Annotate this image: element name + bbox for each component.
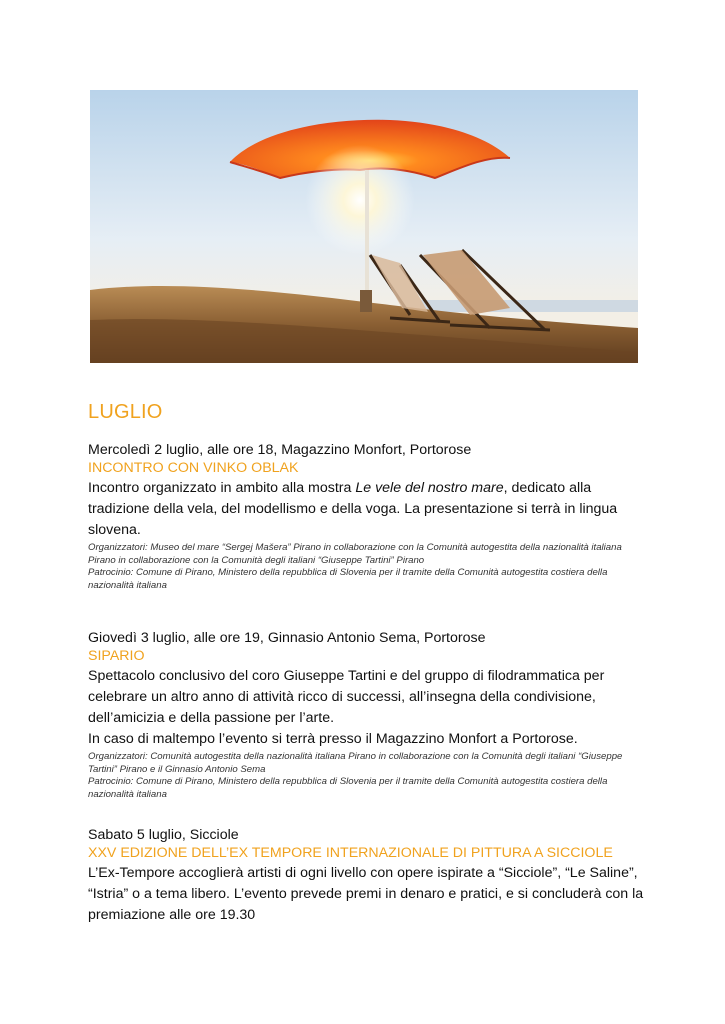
event-when: Giovedì 3 luglio, alle ore 19, Ginnasio Antonio Sema, Portorose [88,630,486,646]
event-patronage: Patrocinio: Comune di Pirano, Ministero della repubblica di Slovenia per il tramite della Comunità autogestita costiera della nazionalità italiana [88,567,608,591]
event-organizers: Organizzatori: Museo del mare “Sergej Mašera” Pirano in collaborazione con la Comunità autogestita della nazionalità italiana Pirano in collaborazione con la Comunità degli italiani “Giuseppe Tartini” Pirano [88,542,622,566]
event-description: L’Ex-Tempore accoglierà artisti di ogni livello con opere ispirate a “Sicciole”, “Le Saline”, “Istria” o a tema libero. L’evento prevede premi in denaro e pratici, e si concluderà con la premiazione alle ore 19.30 [88,865,644,923]
event-note: In caso di maltempo l’evento si terrà presso il Magazzino Monfort a Portorose. [88,731,578,747]
event-title: SIPARIO [88,648,145,664]
beach-umbrella-image [90,90,638,363]
event-when: Mercoledì 2 luglio, alle ore 18, Magazzino Monfort, Portorose [88,442,472,458]
event-description [88,478,648,541]
event-1 [88,441,648,592]
event-description: Spettacolo conclusivo del coro Giuseppe Tartini e del gruppo di filodrammatica per celebrare un altro anno di attività ricco di successi, all’insegna della condivisione, dell’amicizia e della passione per l’arte. [88,668,605,726]
event-title: INCONTRO CON VINKO OBLAK [88,460,299,476]
event-title: XXV EDIZIONE DELL’EX TEMPORE INTERNAZIONALE DI PITTURA A SICCIOLE [88,845,613,861]
event-organizers: Organizzatori: Comunità autogestita della nazionalità italiana Pirano in collaborazione con la Comunità degli italiani “Giuseppe Tartini” Pirano e il Ginnasio Antonio Sema [88,751,623,775]
description-text: Incontro organizzato in ambito alla mostra [88,480,356,496]
exhibition-title: Le vele del nostro mare [355,480,504,496]
month-heading: LUGLIO [88,401,163,423]
event-patronage: Patrocinio: Comune di Pirano, Ministero della repubblica di Slovenia per il tramite della Comunità autogestita costiera della nazionalità italiana [88,776,608,800]
event-2 [88,629,648,801]
event-when: Sabato 5 luglio, Sicciole [88,827,239,843]
description-text: , dedicato alla tradizione della vela, del modellismo e della voga. La presentazione si terrà in lingua slovena. [88,480,618,538]
hero-photo [90,90,638,363]
event-3 [88,826,648,926]
